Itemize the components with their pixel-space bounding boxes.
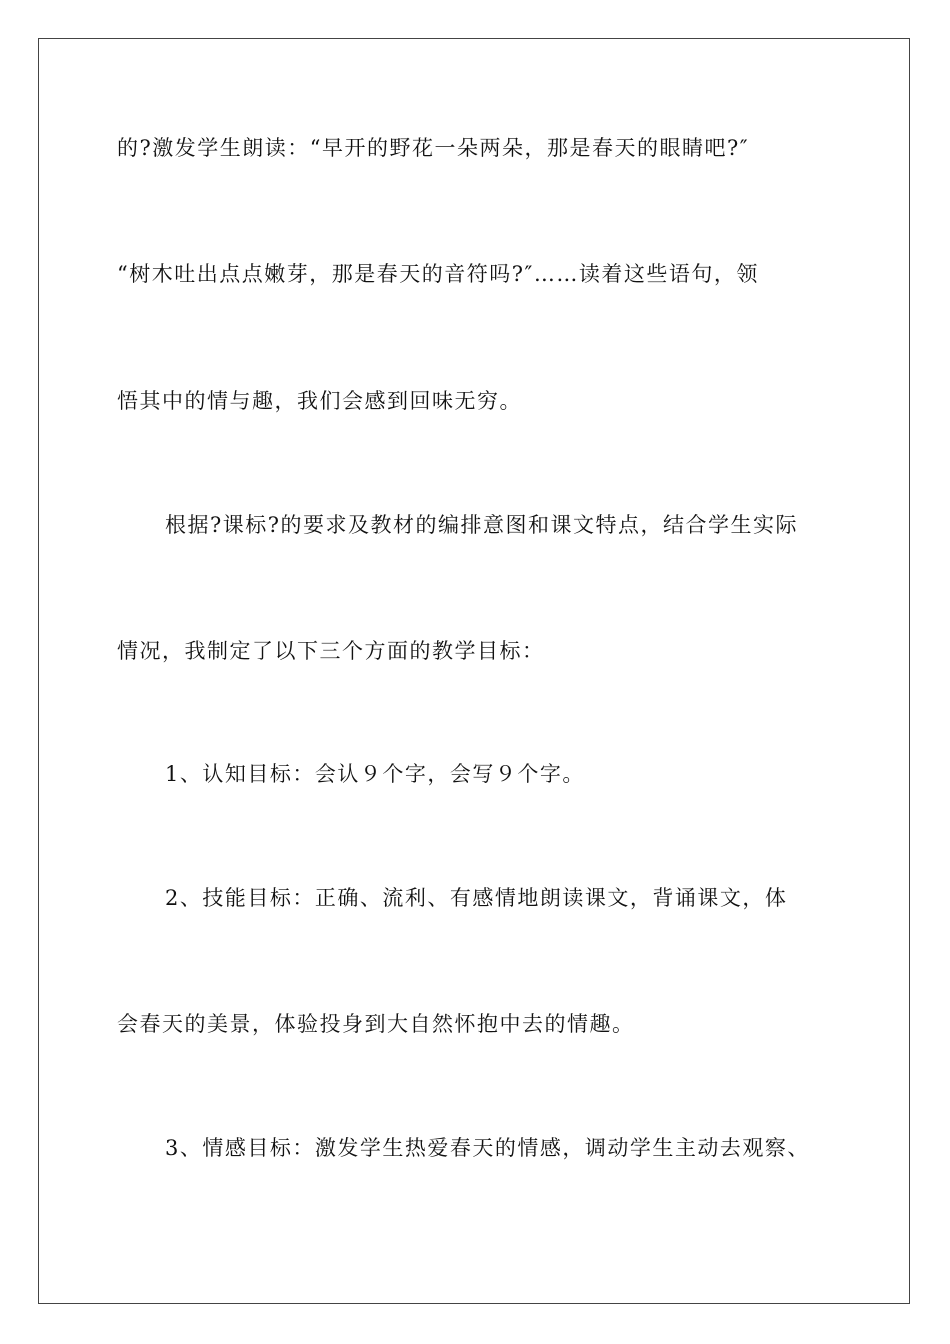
text-line-5: 情况，我制定了以下三个方面的教学目标：	[117, 639, 545, 663]
text-line-3: 悟其中的情与趣，我们会感到回味无穷。	[117, 389, 522, 413]
text-line-4: 根据?课标?的要求及教材的编排意图和课文特点，结合学生实际	[165, 513, 799, 537]
goal-cognitive: 1、认知目标：会认９个字，会写９个字。	[165, 762, 585, 786]
goal-skill-continued: 会春天的美景，体验投身到大自然怀抱中去的情趣。	[117, 1012, 635, 1036]
text-line-2: “树木吐出点点嫩芽，那是春天的音符吗?″……读着这些语句，领	[117, 262, 759, 286]
page-border	[38, 38, 910, 1304]
text-line-1: 的?激发学生朗读：“早开的野花一朵两朵，那是春天的眼睛吧?″	[117, 136, 750, 160]
goal-skill: 2、技能目标：正确、流利、有感情地朗读课文，背诵课文，体	[165, 886, 788, 910]
goal-emotional: 3、情感目标：激发学生热爱春天的情感，调动学生主动去观察、	[165, 1136, 810, 1160]
